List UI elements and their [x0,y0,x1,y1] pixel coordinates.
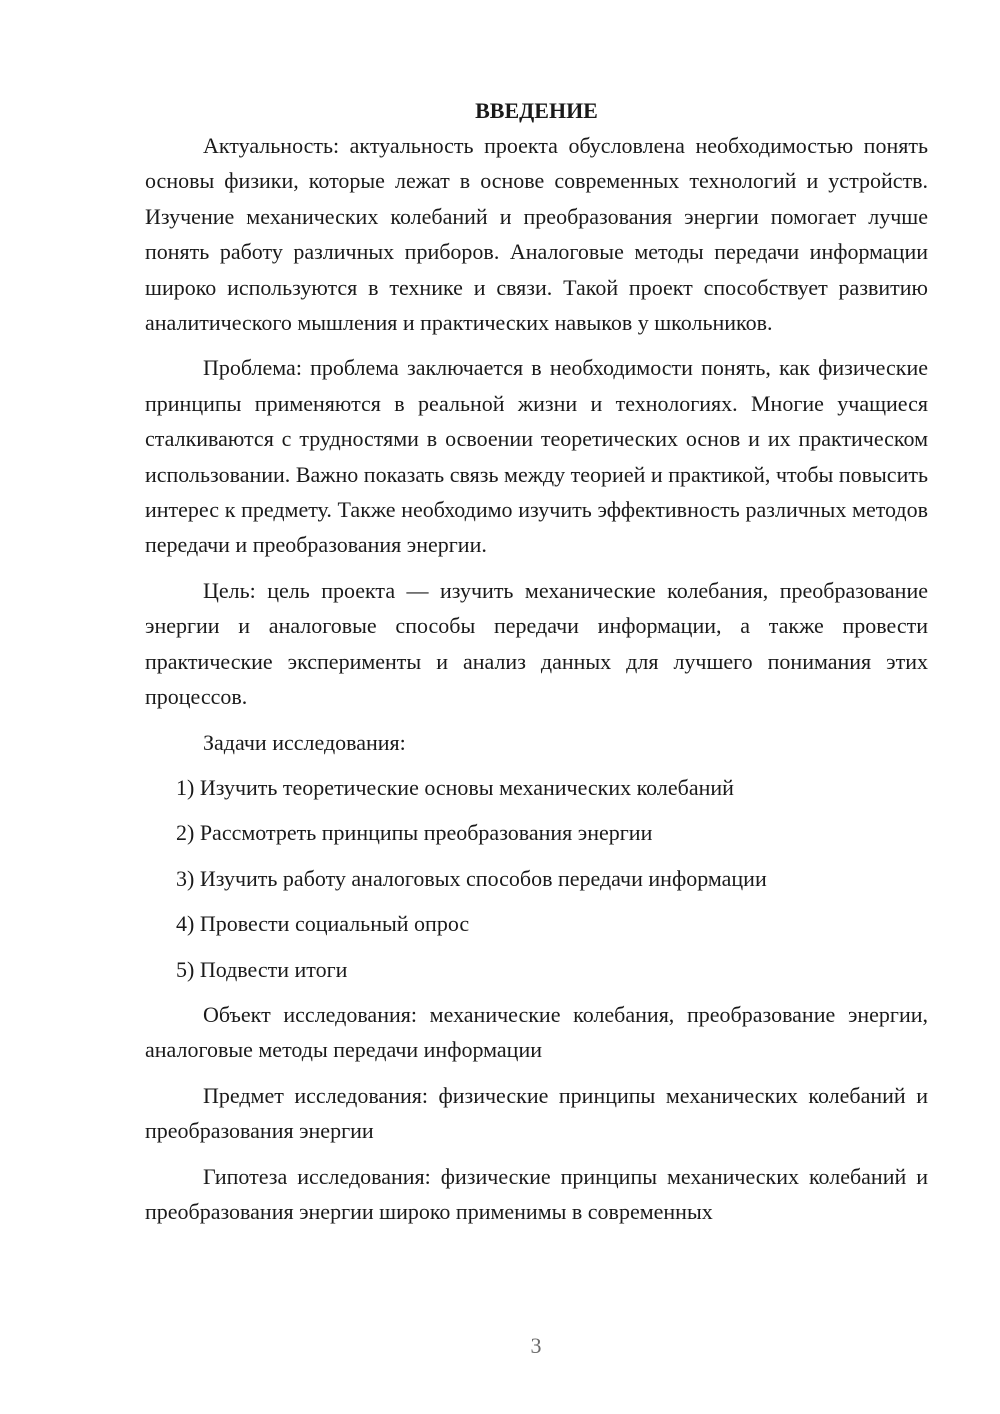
object-paragraph: Объект исследования: механические колебания, преобразование энергии, аналоговые методы передачи информации [145,1001,928,1063]
task-item: 4) Провести социальный опрос [176,911,470,937]
problem-paragraph: Проблема: проблема заключается в необходимости понять, как физические принципы применяются в реальной жизни и технологиях. Многие учащиеся сталкиваются с трудностями в освоении теоретических основ и их практическом использовании. Важно показать связь между теорией и практикой, чтобы повысить интерес к предмету. Также необходимо изучить эффективность различных методов передачи и преобразования энергии. [145,355,928,558]
tasks-heading: Задачи исследования: [203,729,406,755]
task-item: 1) Изучить теоретические основы механических колебаний [176,774,734,800]
page-number: 3 [530,1333,542,1358]
task-item: 2) Рассмотреть принципы преобразования энергии [176,820,653,846]
goal-paragraph: Цель: цель проекта — изучить механические колебания, преобразование энергии и аналоговые способы передачи информации, а также провести практические эксперименты и анализ данных для лучшего понимания этих процессов. [145,577,928,710]
relevance-paragraph: Актуальность: актуальность проекта обусловлена необходимостью понять основы физики, которые лежат в основе современных технологий и устройств. Изучение механических колебаний и преобразования энергии помогает лучше понять работу различных приборов. Аналоговые методы передачи информации широко используются в технике и связи. Такой проект способствует развитию аналитического мышления и практических навыков у школьников. [145,133,928,336]
task-item: 3) Изучить работу аналоговых способов передачи информации [176,865,767,891]
subject-paragraph: Предмет исследования: физические принципы механических колебаний и преобразования энергии [145,1082,928,1144]
document-page [145,96,928,1239]
tasks-list [145,770,928,987]
task-item: 5) Подвести итоги [176,956,348,982]
section-title: ВВЕДЕНИЕ [475,98,598,123]
hypothesis-paragraph: Гипотеза исследования: физические принципы механических колебаний и преобразования энергии широко применимы в современных [145,1163,928,1224]
